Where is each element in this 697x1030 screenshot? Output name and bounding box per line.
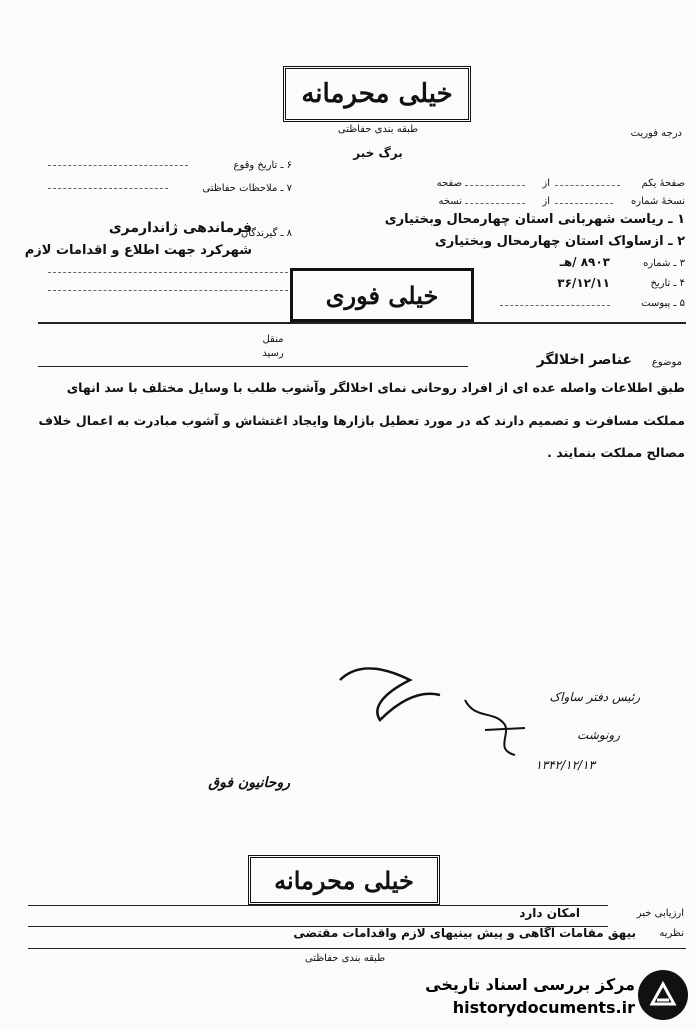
field7-underline [48,188,168,189]
bottom-stamp-text: خیلی محرمانه [274,865,414,895]
watermark-url: historydocuments.ir [452,998,635,1017]
field3-value: ۸۹۰۳ /هـ [559,255,610,269]
field5-line [500,305,610,306]
copy-from: از [542,196,550,207]
field4-label: ۴ ـ تاریخ [650,278,685,289]
evaluation-value: امکان دارد [519,906,580,920]
copy-number-line [555,203,613,204]
opinion-label: نظریه [659,928,684,939]
top-stamp-text: خیلی محرمانه [301,79,453,109]
form-type-label: برگ خبر [353,146,403,160]
body-line-1: طبق اطلاعات واصله عده ای از افراد روحانی نمای اخلالگر وآشوب طلب با وسایل مختلف با سد انهای [66,380,685,395]
field8-label: ۸ ـ گیرندگان [240,228,292,239]
opinion-value: بیهق مقامات آگاهی و پیش بینیهای لازم واقدامات مقتضی [293,926,636,940]
urgent-stamp-text: خیلی فوری [325,280,439,310]
field4-value: ۳۶/۱۲/۱۱ [557,276,610,290]
bottom-rule-3 [28,948,686,949]
subject-separator [38,366,468,367]
body-line-2: مملکت مسافرت و تصمیم دارند که در مورد تعطیل بازارها وایجاد اغتشاش و آشوب مبادرت به اعمال خلاف [38,413,685,428]
header-separator [38,322,686,324]
watermark-org-name: مرکز بررسی اسناد تاریخی [425,975,635,994]
field7-label: ۷ ـ ملاحظات حفاظتی [202,183,292,194]
note-date: ۱۳۴۲/۱۲/۱۳ [535,758,595,772]
top-stamp-sublabel: طبقه بندی حفاظتی [337,124,419,135]
note-copy: رونوشت [577,728,620,742]
top-classification-stamp [283,66,471,122]
bottom-classification-stamp [248,855,440,905]
subject-label: موضوع [651,357,682,368]
copy-total-line [465,203,525,204]
page-from: از [542,178,550,189]
priority-label: درجه فوریت [630,128,682,139]
body-line-3: مصالح مملکت بنمایند . [547,445,685,460]
field8-line1: فرماندهی ژاندارمری [108,220,252,236]
page-number-label: صفحهٔ یکم [641,178,685,189]
page-total-line [465,185,525,186]
margin-mark-b: رسید [262,348,284,359]
page-number-line [555,185,620,186]
left-rule-1 [48,272,293,273]
bottom-stamp-sublabel: طبقه بندی حفاظتی [304,953,386,964]
note-clerics: روحانیون فوق [208,775,290,791]
handwritten-signature-1 [330,650,450,730]
field1-recipient: ۱ ـ ریاست شهربانی استان چهارمحال وبختیاری [384,212,685,227]
note-office-chief: رئیس دفتر ساواک [549,690,640,704]
page-unit: صفحه [436,178,462,189]
field6-label: ۶ ـ تاریخ وقوع [233,160,292,171]
margin-mark-a: منقل [262,334,284,345]
field3-label: ۳ ـ شماره [643,258,685,269]
left-rule-2 [48,290,293,291]
urgent-stamp [290,268,474,322]
watermark-logo-icon [638,970,688,1020]
field8-line2: شهرکرد جهت اطلاع و اقدامات لازم [24,243,252,258]
field2-sender: ۲ ـ ازساواک استان چهارمحال وبختیاری [434,234,685,249]
field5-label: ۵ ـ پیوست [641,298,685,309]
evaluation-label: ارزیابی خبر [636,908,684,919]
subject-value: عناصر اخلالگر [536,352,632,368]
copy-number-label: نسخهٔ شماره [631,196,685,207]
field6-underline [48,165,188,166]
copy-unit: نسخه [438,196,462,207]
